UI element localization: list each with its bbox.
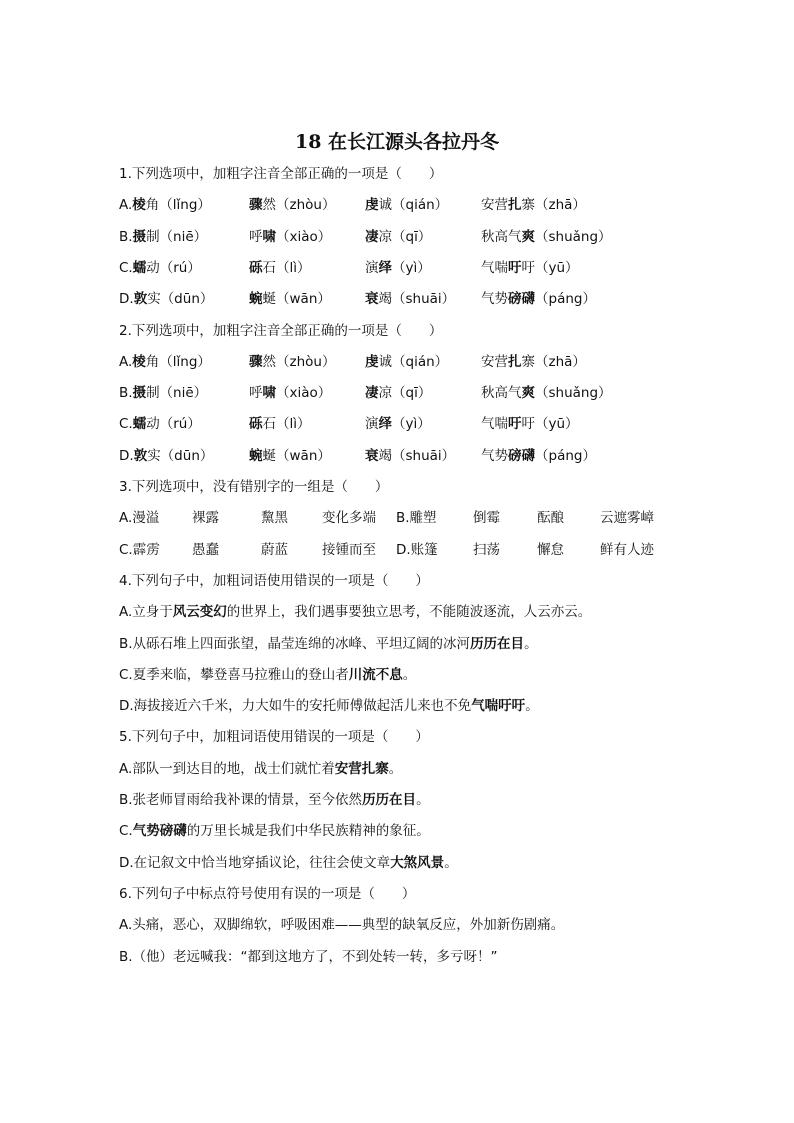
bold-character: 凄 (365, 385, 379, 402)
option-item (249, 258, 311, 278)
option-text: 竭（shuāi） (378, 447, 456, 464)
option-line (119, 915, 564, 935)
bold-character: 虔 (365, 353, 379, 370)
option-item (481, 383, 612, 403)
bold-character: 磅礴 (508, 447, 535, 464)
bold-character: 蠕 (132, 259, 147, 276)
bold-phrase: 安营扎寨 (334, 760, 389, 777)
option-text: 寨（zhā） (521, 353, 586, 370)
option-item (249, 352, 335, 372)
option-text: 蜒（wān） (262, 291, 331, 308)
option-text: 诚（qián） (378, 353, 449, 370)
option-text: （páng） (535, 291, 596, 308)
option-item (119, 352, 211, 372)
bold-phrase: 大煞风景 (390, 854, 445, 871)
option-text: 寨（zhā） (521, 197, 586, 214)
option-text: （shuǎng） (535, 228, 612, 245)
option-text: 制（niē） (146, 228, 208, 245)
bold-phrase: 历历在目 (470, 635, 525, 652)
bold-phrase: 风云变幻 (172, 604, 227, 621)
bold-character: 敦 (133, 291, 148, 308)
option-text: 吁（yū） (521, 259, 579, 276)
option-text: （xiào） (276, 228, 332, 245)
bold-character: 砾 (249, 416, 263, 433)
option-text: B.张老师冒雨给我补课的情景，至今依然 (119, 792, 363, 808)
option-text: 实（dūn） (147, 447, 214, 464)
option-item (249, 289, 331, 309)
option-text: A. (119, 197, 133, 214)
option-item (481, 195, 586, 215)
option-item (481, 352, 586, 372)
option-text: 气势 (481, 447, 508, 464)
option-item (481, 289, 596, 309)
bold-character: 衰 (365, 291, 379, 308)
bold-character: 虔 (365, 197, 379, 214)
option-text: 气势 (481, 291, 508, 308)
bold-character: 棱 (132, 353, 146, 370)
bold-character: 衰 (365, 447, 379, 464)
option-item (365, 289, 455, 309)
bold-character: 骤 (249, 353, 263, 370)
option-text: C. (119, 823, 133, 840)
option-text: 。 (416, 792, 430, 808)
option-text: 角（lǐng） (145, 197, 211, 214)
option-item (119, 195, 211, 215)
option-text: B. (119, 385, 133, 402)
option-text: 吁（yū） (521, 416, 579, 433)
word-item: A.漫溢 (119, 510, 160, 527)
bold-phrase: 川流不息 (348, 666, 403, 683)
option-text: C. (119, 259, 133, 276)
option-item (365, 195, 448, 215)
word-item: 酝酿 (537, 510, 564, 527)
option-text: 动（rú） (146, 416, 201, 433)
bold-character: 啸 (262, 385, 276, 402)
word-item: 黧黑 (261, 510, 288, 527)
option-text: 演 (365, 416, 379, 433)
option-text: B.从砾石堆上四面张望，晶莹连绵的冰峰、平坦辽阔的冰河 (119, 635, 471, 652)
bold-character: 蠕 (132, 416, 147, 433)
option-item (365, 352, 448, 372)
q5-stem (119, 727, 429, 747)
option-text: 然（zhòu） (262, 353, 336, 370)
option-text: 然（zhòu） (262, 197, 336, 214)
option-text: 石（lì） (262, 416, 311, 433)
option-item (119, 414, 201, 434)
bold-character: 蜿 (249, 291, 263, 308)
word-item: D.账篷 (396, 541, 438, 558)
option-item (365, 227, 431, 247)
option-text: （yì） (392, 259, 431, 276)
option-item (119, 383, 207, 403)
option-text: A.头痛，恶心，双脚绵软，呼吸困难——典型的缺氧反应，外加新伤剧痛。 (119, 917, 565, 934)
option-text: 凉（qī） (378, 228, 432, 245)
option-text: B.（他）老远喊我：“都到这地方了，不到处转一转，多亏呀！” (119, 948, 498, 965)
option-item (365, 383, 431, 403)
option-line (119, 821, 430, 841)
option-item (365, 258, 431, 278)
q1-stem (119, 164, 442, 184)
option-text: （shuǎng） (535, 385, 612, 402)
option-text: A. (119, 353, 133, 370)
bold-character: 绎 (378, 259, 392, 276)
option-text: 。 (525, 698, 539, 715)
option-text: 安营 (481, 353, 508, 370)
bold-character: 吁 (508, 259, 522, 276)
option-item (119, 258, 201, 278)
option-text: 气喘 (481, 416, 508, 433)
word-item: 蔚蓝 (261, 541, 288, 558)
option-text: 秋高气 (481, 228, 522, 245)
word-item: 裸露 (192, 510, 219, 527)
bold-character: 凄 (365, 228, 379, 245)
page-title: 18 在长江源头各拉丹冬 (294, 131, 500, 153)
word-item: 扫荡 (473, 541, 500, 558)
option-line (119, 696, 539, 716)
option-text: 凉（qī） (378, 385, 432, 402)
bold-character: 啸 (262, 228, 276, 245)
option-text: 秋高气 (481, 385, 522, 402)
option-item (365, 446, 455, 466)
option-item (249, 195, 335, 215)
option-text: C. (119, 416, 133, 433)
option-text: 呼 (249, 228, 263, 245)
word-item: 鲜有人迹 (600, 541, 654, 558)
option-text: 演 (365, 259, 379, 276)
bold-character: 磅礴 (508, 291, 535, 308)
question-stem: 3.下列选项中，没有错别字的一组是（ ） (119, 479, 389, 495)
option-text: （xiào） (276, 385, 332, 402)
option-text: A.立身于 (119, 604, 173, 621)
option-item (481, 227, 612, 247)
bold-phrase: 气势磅礴 (132, 823, 187, 840)
q3-stem (119, 477, 388, 497)
option-line (119, 665, 416, 685)
option-item (365, 414, 431, 434)
option-text: D. (119, 291, 134, 308)
option-text: 石（lì） (262, 259, 311, 276)
bold-character: 吁 (508, 416, 522, 433)
question-stem: 6.下列句子中标点符号使用有误的一项是（ ） (119, 885, 416, 902)
option-text: 角（lǐng） (145, 353, 211, 370)
option-text: 动（rú） (146, 259, 201, 276)
option-text: 。 (388, 760, 403, 777)
option-line (119, 947, 498, 967)
question-stem: 1.下列选项中，加粗字注音全部正确的一项是（ ） (119, 166, 443, 182)
option-line (119, 602, 591, 622)
bold-character: 骤 (249, 197, 263, 214)
option-item (249, 383, 331, 403)
bold-character: 砾 (249, 259, 263, 276)
option-text: 竭（shuāi） (378, 291, 456, 308)
question-stem: 2.下列选项中，加粗字注音全部正确的一项是（ ） (119, 322, 443, 339)
option-line (119, 634, 538, 654)
option-text: 的世界上，我们遇事要独立思考，不能随波逐流，人云亦云。 (226, 604, 592, 621)
word-item: 倒霉 (473, 510, 500, 527)
option-text: 安营 (481, 197, 508, 214)
option-item (119, 227, 207, 247)
option-text: 。 (444, 854, 458, 871)
option-text: D.在记叙文中恰当地穿插议论，往往会使文章 (119, 854, 391, 871)
option-text: 。 (402, 666, 417, 683)
option-line (119, 853, 458, 873)
word-item: 接锺而至 (322, 541, 376, 558)
bold-character: 蜿 (249, 447, 263, 464)
q4-stem (119, 571, 429, 591)
bold-character: 扎 (508, 197, 522, 214)
option-item (119, 446, 213, 466)
option-text: （páng） (535, 447, 596, 464)
bold-character: 摄 (132, 228, 147, 245)
option-line (119, 790, 430, 810)
word-item: 云遮雾嶂 (600, 510, 654, 527)
word-item: 懈怠 (537, 541, 564, 558)
word-item: 变化多端 (322, 510, 376, 527)
q6-stem (119, 884, 415, 904)
option-text: （yì） (392, 416, 431, 433)
question-stem: 5.下列句子中，加粗词语使用错误的一项是（ ） (119, 729, 429, 746)
option-text: 气喘 (481, 259, 508, 276)
bold-phrase: 历历在目 (362, 792, 417, 808)
option-text: D. (119, 447, 134, 464)
bold-character: 敦 (133, 447, 148, 464)
option-item (481, 446, 596, 466)
option-text: D.海拔接近六千米，力大如牛的安托师傅做起活儿来也不免 (119, 698, 472, 715)
option-item (249, 446, 331, 466)
option-item (249, 414, 311, 434)
word-item: C.霹雳 (119, 541, 160, 558)
bold-character: 摄 (132, 385, 147, 402)
option-text: 诚（qián） (378, 197, 449, 214)
bold-phrase: 气喘吁吁 (471, 698, 526, 715)
word-item: B.雕塑 (396, 510, 437, 527)
bold-character: 爽 (521, 228, 535, 245)
option-text: 的万里长城是我们中华民族精神的象征。 (186, 823, 430, 840)
option-text: 实（dūn） (147, 291, 214, 308)
option-text: A.部队一到达目的地，战士们就忙着 (119, 760, 335, 777)
word-item: 愚蠢 (192, 541, 219, 558)
option-text: 蜒（wān） (262, 447, 331, 464)
option-line (119, 759, 402, 779)
q2-stem (119, 321, 442, 341)
bold-character: 棱 (132, 197, 146, 214)
option-item (481, 414, 579, 434)
option-text: B. (119, 228, 133, 245)
option-item (249, 227, 331, 247)
question-stem: 4.下列句子中，加粗词语使用错误的一项是（ ） (119, 572, 429, 589)
bold-character: 扎 (508, 353, 522, 370)
option-item (119, 289, 213, 309)
option-item (481, 258, 579, 278)
option-text: 制（niē） (146, 385, 208, 402)
bold-character: 绎 (378, 416, 392, 433)
option-text: 呼 (249, 385, 263, 402)
option-text: 。 (524, 635, 538, 652)
bold-character: 爽 (521, 385, 535, 402)
option-text: C.夏季来临，攀登喜马拉雅山的登山者 (119, 666, 349, 683)
